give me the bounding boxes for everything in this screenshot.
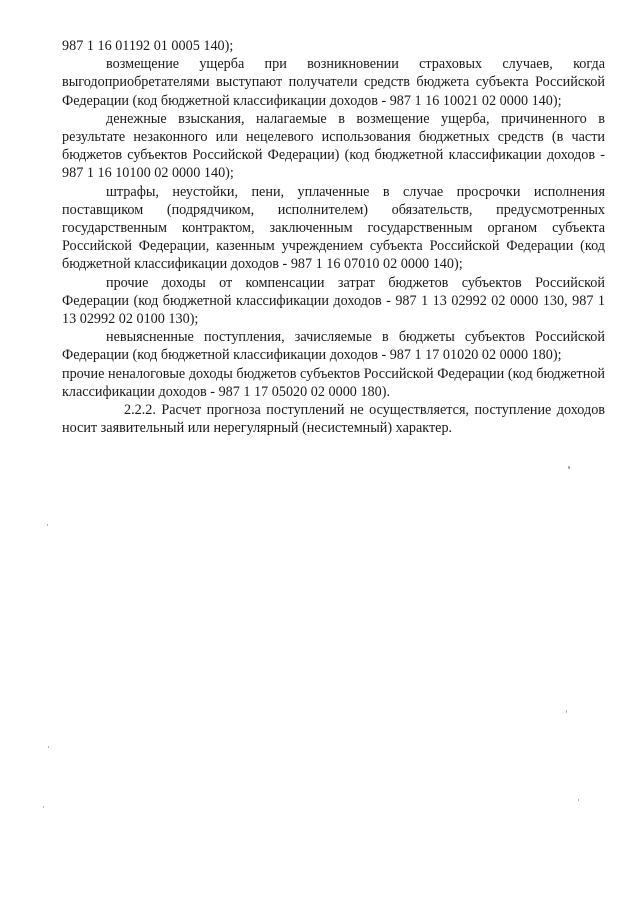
scan-speck <box>48 746 49 748</box>
paragraph-insurance-compensation: возмещение ущерба при возникновении страховых случаев, когда выгодоприобретателями выступают получатели средств бюджета субъекта Российской Федерации (код бюджетной классификации доходов - 987 1 16 10021 02 0000 140); <box>62 56 605 109</box>
paragraph-code-continuation: 987 1 16 01192 01 0005 140); <box>62 38 234 54</box>
paragraph-monetary-penalties: денежные взыскания, налагаемые в возмещение ущерба, причиненного в результате незаконного или нецелевого использования бюджетных средств (в части бюджетов субъектов Российской Федерации) (код бюджетной классификации доходов - 987 1 16 10100 02 0000 140); <box>62 110 605 182</box>
scan-speck <box>47 524 48 526</box>
paragraph-cost-compensation: прочие доходы от компенсации затрат бюджетов субъектов Российской Федерации (код бюджетной классификации доходов - 987 1 13 02992 02 0000 130, 987 1 13 02992 02 0100 130); <box>62 274 605 328</box>
document-body <box>62 37 605 437</box>
paragraph-other-nontax-income: прочие неналоговые доходы бюджетов субъектов Российской Федерации (код бюджетной классификации доходов - 987 1 17 05020 02 0000 180). <box>62 365 605 400</box>
scan-speck <box>566 710 567 713</box>
scan-speck <box>43 806 44 808</box>
scan-speck <box>578 799 579 801</box>
scan-speck <box>568 466 570 469</box>
paragraph-section-2-2-2: 2.2.2. Расчет прогноза поступлений не осуществляется, поступление доходов носит заявительный или нерегулярный (несистемный) характер. <box>62 402 605 437</box>
paragraph-fines-penalties: штрафы, неустойки, пени, уплаченные в случае просрочки исполнения поставщиком (подрядчиком, исполнителем) обязательств, предусмотренных государственным контрактом, заключенным государственным органом субъекта Российской Федерации, казенным учреждением субъекта Российской Федерации (код бюджетной классификации доходов - 987 1 16 07010 02 0000 140); <box>62 183 605 273</box>
paragraph-unidentified-receipts: невыясненные поступления, зачисляемые в бюджеты субъектов Российской Федерации (код бюджетной классификации доходов - 987 1 17 01020 02 0000 180); <box>62 329 605 364</box>
